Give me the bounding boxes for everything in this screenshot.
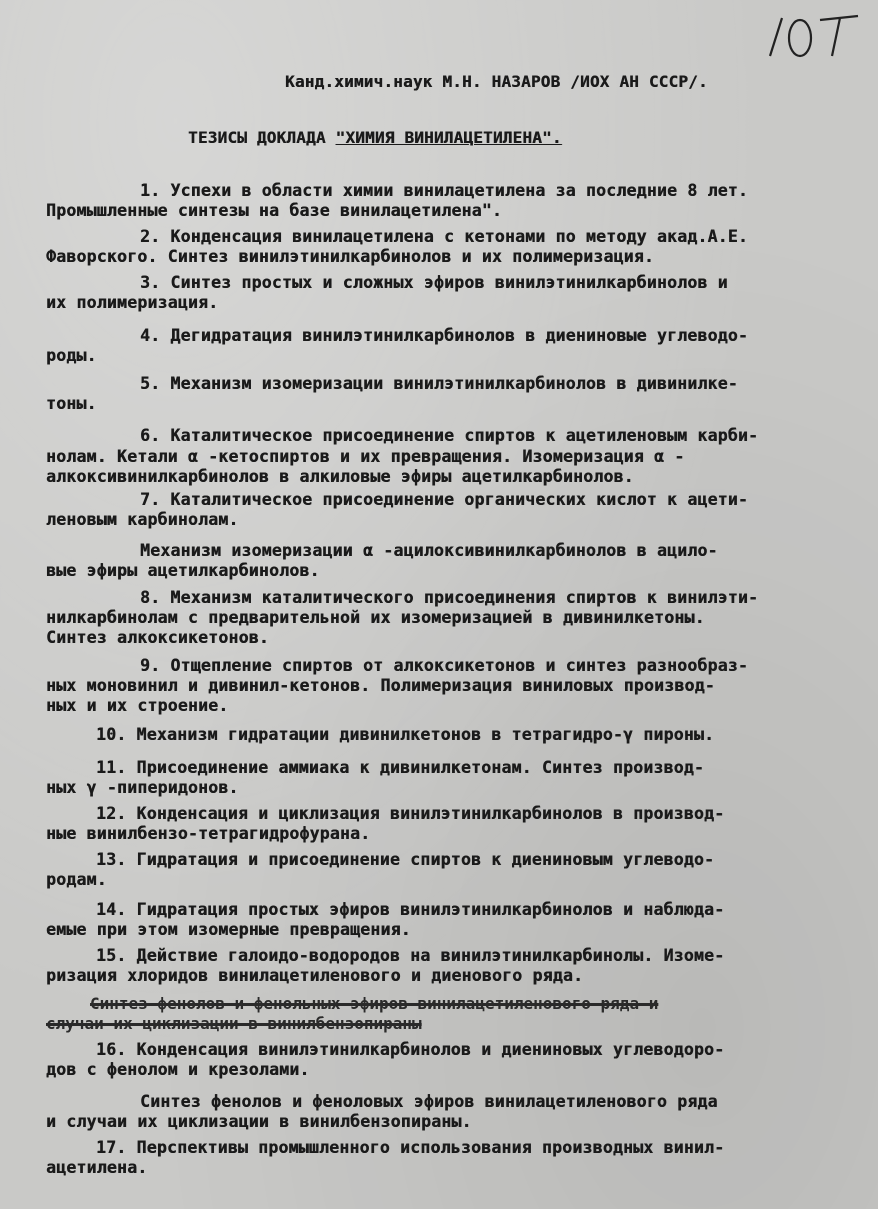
line-33: 15. Действие галоидо-водородов на винилэтинилкарбинолы. Изоме- — [96, 946, 725, 965]
line-31: 14. Гидратация простых эфиров винилэтинилкарбинолов и наблюда- — [96, 900, 725, 919]
line-10: тоны. — [46, 394, 97, 413]
line-27: 12. Конденсация и циклизация винилэтинилкарбинолов в производ- — [96, 804, 725, 823]
line-25: 11. Присоединение аммиака к дивинилкетонам. Синтез производ- — [96, 758, 705, 777]
line-19: нилкарбинолам с предварительной их изомеризацией в дивинилкетоны. — [46, 608, 705, 627]
title-prefix: ТЕЗИСЫ ДОКЛАДА — [188, 128, 326, 147]
line-3: 2. Конденсация винилацетилена с кетонами по методу акад.А.Е. — [140, 227, 749, 246]
line-36: дов с фенолом и крезолами. — [46, 1060, 310, 1079]
line-39: 17. Перспективы промышленного использования производных винил- — [96, 1138, 725, 1157]
line-21: 9. Отщепление спиртов от алкоксикетонов и синтез разнообраз- — [140, 656, 749, 675]
author-header: Канд.химич.наук М.Н. НАЗАРОВ /ИОХ АН СССР/. — [285, 72, 708, 91]
line-28: ные винилбензо-тетрагидрофурана. — [46, 824, 371, 843]
line-40: ацетилена. — [46, 1158, 148, 1177]
line-16: Механизм изомеризации α -ацилоксивинилкарбинолов в ацило- — [140, 541, 718, 560]
line-26: ных γ -пиперидонов. — [46, 778, 239, 797]
line-32: емые при этом изомерные превращения. — [46, 920, 411, 939]
struck-line-1: Синтез фенолов и фенольных эфиров винилацетиленового ряда и — [90, 994, 659, 1013]
line-37: Синтез фенолов и феноловых эфиров винилацетиленового ряда — [140, 1092, 718, 1111]
struck-line-2: случаи их циклизации в винилбензопираны — [46, 1014, 422, 1033]
line-30: родам. — [46, 870, 107, 889]
handwritten-folio-icon — [760, 6, 870, 64]
line-7: 4. Дегидратация винилэтинилкарбинолов в диениновые углеводо- — [140, 326, 749, 345]
line-1: 1. Успехи в области химии винилацетилена за последние 8 лет. — [140, 181, 749, 200]
line-35: 16. Конденсация винилэтинилкарбинолов и диениновых углеводоро- — [96, 1040, 725, 1059]
line-24: 10. Механизм гидратации дивинилкетонов в тетрагидро-γ пироны. — [96, 725, 715, 744]
title-topic: "ХИМИЯ ВИНИЛАЦЕТИЛЕНА". — [335, 128, 562, 147]
line-9: 5. Механизм изомеризации винилэтинилкарбинолов в дивинилке- — [140, 374, 738, 393]
line-34: ризация хлоридов винилацетиленового и диенового ряда. — [46, 966, 584, 985]
line-2: Промышленные синтезы на базе винилацетилена". — [46, 201, 503, 220]
line-23: ных и их строение. — [46, 696, 229, 715]
line-11: 6. Каталитическое присоединение спиртов к ацетиленовым карби- — [140, 426, 759, 445]
line-29: 13. Гидратация и присоединение спиртов к диениновым углеводо- — [96, 850, 715, 869]
line-14: 7. Каталитическое присоединение органических кислот к ацети- — [140, 490, 749, 509]
line-18: 8. Механизм каталитического присоединения спиртов к винилэти- — [140, 588, 759, 607]
line-20: Синтез алкоксикетонов. — [46, 628, 269, 647]
line-22: ных моновинил и дивинил-кетонов. Полимеризация виниловых производ- — [46, 676, 715, 695]
line-17: вые эфиры ацетилкарбинолов. — [46, 561, 320, 580]
line-12: нолам. Кетали α -кетоспиртов и их превращения. Изомеризация α - — [46, 447, 685, 466]
line-38: и случаи их циклизации в винилбензопираны. — [46, 1112, 472, 1131]
document-title — [188, 128, 878, 148]
line-15: леновым карбинолам. — [46, 510, 239, 529]
line-5: 3. Синтез простых и сложных эфиров винилэтинилкарбинолов и — [140, 273, 728, 292]
line-6: их полимеризация. — [46, 293, 219, 312]
line-13: алкоксивинилкарбинолов в алкиловые эфиры ацетилкарбинолов. — [46, 467, 634, 486]
line-8: роды. — [46, 346, 97, 365]
line-4: Фаворского. Синтез винилэтинилкарбинолов и их полимеризация. — [46, 247, 655, 266]
folio-number — [760, 6, 870, 64]
